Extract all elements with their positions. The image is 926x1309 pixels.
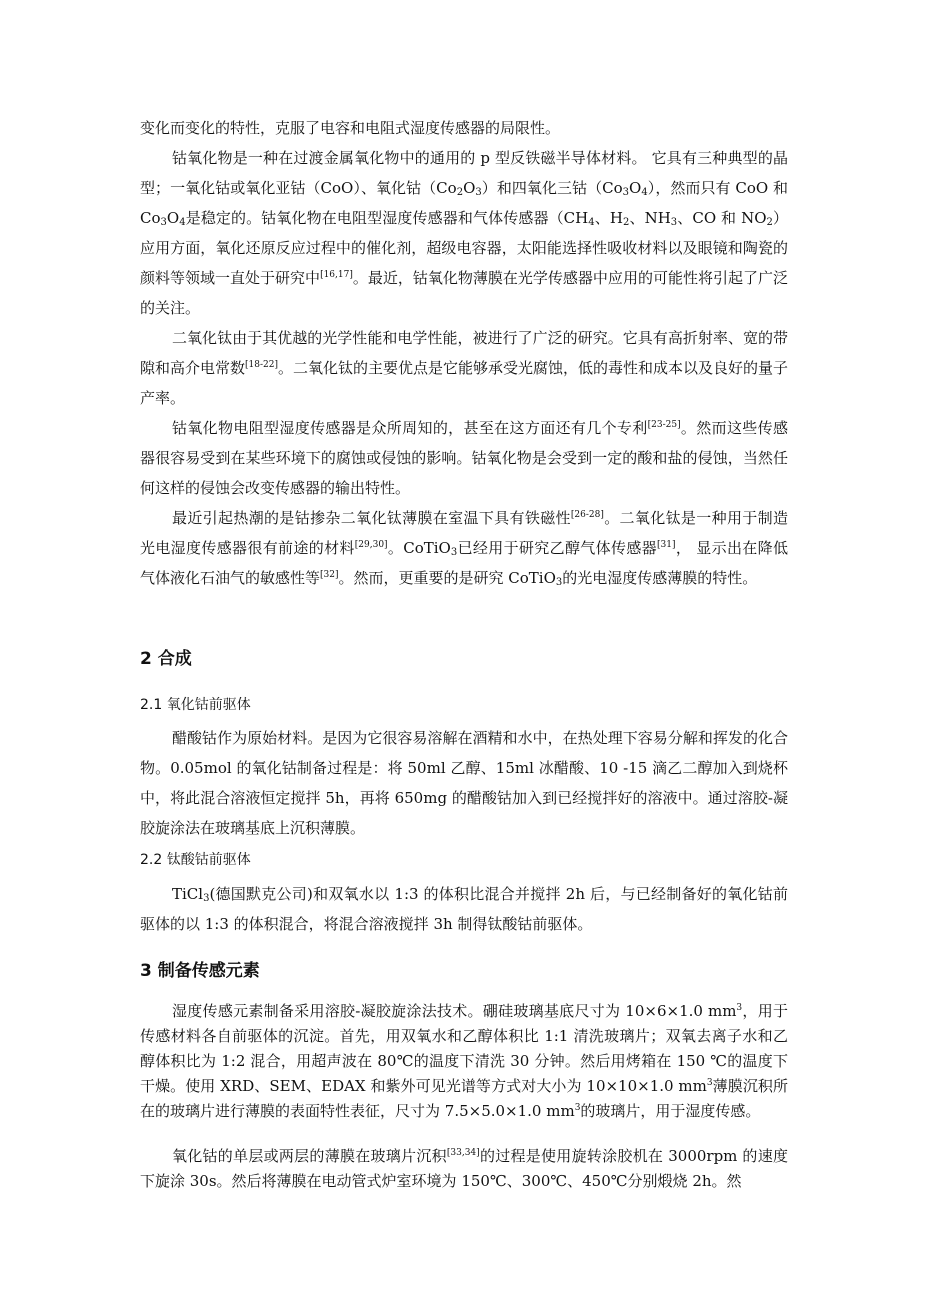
- citation: [26-28]: [570, 510, 604, 520]
- paragraph-cobalt-titanate-precursor: TiCl$_3$(德国默克公司)和双氧水以 1:3 的体积比混合并搅拌 2h 后，与已经制备好的氧化钴前驱体的以 1:3 的体积混合，将混合溶液搅拌 3h 制得钛酸钴前驱体。: [140, 885, 788, 933]
- citation: [16,17]: [320, 270, 353, 280]
- citation: [33,34]: [446, 1148, 480, 1158]
- paragraph-cobalt-oxide: 钴氧化物是一种在过渡金属氧化物中的通用的 p 型反铁磁半导体材料。 它具有三种典型的晶型；一氧化钴或氧化亚钴（CoO）、氧化钴$(Co_2O_3)$和四氧化三钴$(Co_3O_4)$，然而只有 CoO 和 $Co_3O_4$是稳定的。钴氧化物在电阻型湿度传感器和气体传感器（$CH_4$、$H_2$、$NH_3$、CO 和 $NO_2$）应用方面，氧化还原反应过程中的催化剂，超级电容器，太阳能选择性吸收材料以及眼镜和陶瓷的颜料等领域一直处于研究中[16,17]。最近，钴氧化物薄膜在光学传感器中应用的可能性将引起了广泛的关注。: [140, 149, 788, 317]
- subsection-heading-2-1: 2.1 氧化钴前驱体: [140, 697, 251, 713]
- paragraph-sensor-preparation: 湿度传感元素制备采用溶胶-凝胶旋涂法技术。硼硅玻璃基底尺寸为 10×6×1.0 $mm^3$，用于传感材料各自前驱体的沉淀。首先，用双氧水和乙醇体积比 1:1 清洗玻璃片；双氧去离子水和乙醇体积比为 1:2 混合，用超声波在 80℃的温度下清洗 30 分钟。然后用烤箱在 150 ℃的温度下干燥。使用 XRD、SEM、EDAX 和紫外可见光谱等方式对大小为 10×10×1.0 $mm^3$薄膜沉积所在的玻璃片进行薄膜的表面特性表征，尺寸为 7.5×5.0×1.0 $mm^3$的玻璃片，用于湿度传感。: [140, 1002, 788, 1120]
- citation: [31]: [657, 540, 676, 550]
- paragraph-spin-coating: 氧化钴的单层或两层的薄膜在玻璃片沉积[33,34]的过程是使用旋转涂胶机在 3000rpm 的速度下旋涂 30s。然后将薄膜在电动管式炉室环境为 150℃、300℃、450℃分别煅烧 2h。然: [140, 1147, 788, 1190]
- subsection-heading-2-2: 2.2 钛酸钴前驱体: [140, 852, 251, 868]
- paragraph-cobalt-precursor: 醋酸钴作为原始材料。是因为它很容易溶解在酒精和水中，在热处理下容易分解和挥发的化合物。0.05mol 的氧化钴制备过程是：将 50ml 乙醇、15ml 冰醋酸、10 -15 滴乙二醇加入到烧杯中，将此混合溶液恒定搅拌 5h，再将 650mg 的醋酸钴加入到已经搅拌好的溶液中。通过溶胶-凝胶旋涂法在玻璃基底上沉积薄膜。: [140, 729, 788, 837]
- citation: [29,30]: [354, 540, 388, 550]
- citation: [23-25]: [647, 420, 681, 430]
- citation: [32]: [320, 570, 339, 580]
- paragraph-resistive-sensor: 钴氧化物电阻型湿度传感器是众所周知的，甚至在这方面还有几个专利[23-25]。然而这些传感器很容易受到在某些环境下的腐蚀或侵蚀的影响。钴氧化物是会受到一定的酸和盐的侵蚀，当然任何这样的侵蚀会改变传感器的输出特性。: [140, 419, 788, 497]
- citation: [18-22]: [245, 360, 278, 370]
- paragraph-doped-film: 最近引起热潮的是钴掺杂二氧化钛薄膜在室温下具有铁磁性[26-28]。二氧化钛是一种用于制造光电湿度传感器很有前途的材料[29,30]。CoTiO$_3$已经用于研究乙醇气体传感器[31]， 显示出在降低气体液化石油气的敏感性等[32]。然而，更重要的是研究 CoTiO$_3$的光电湿度传感薄膜的特性。: [140, 509, 788, 588]
- paragraph-titanium-dioxide: 二氧化钛由于其优越的光学性能和电学性能，被进行了广泛的研究。它具有高折射率、宽的带隙和高介电常数[18-22]。二氧化钛的主要优点是它能够承受光腐蚀，低的毒性和成本以及良好的量子产率。: [140, 329, 788, 407]
- section-heading-2: 2 合成: [140, 649, 192, 669]
- section-heading-3: 3 制备传感元素: [140, 961, 260, 981]
- paragraph-continuation: 变化而变化的特性，克服了电容和电阻式湿度传感器的局限性。: [140, 119, 561, 137]
